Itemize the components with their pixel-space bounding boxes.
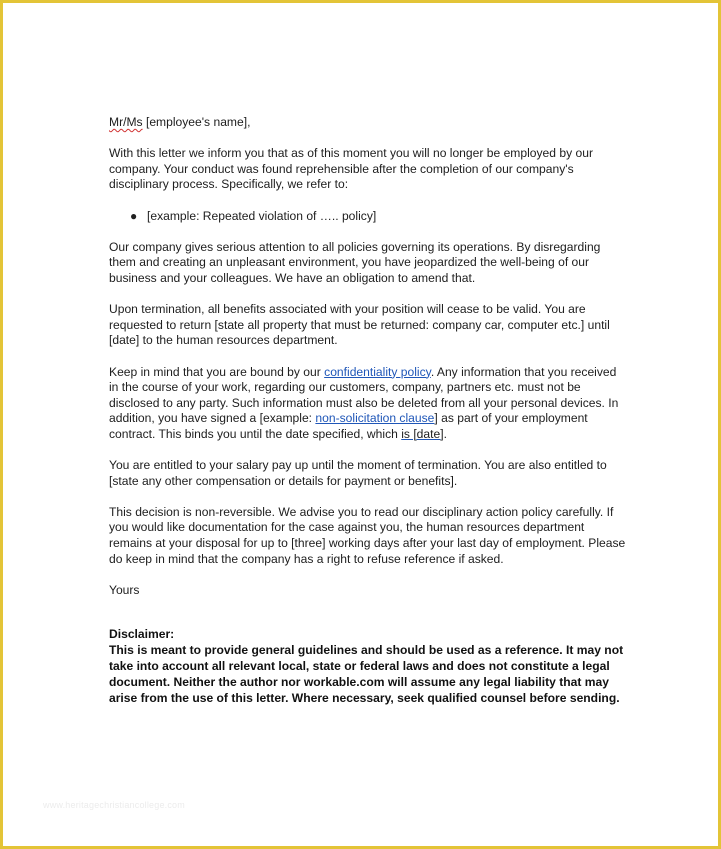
paragraph-intro: With this letter we inform you that as of this moment you will no longer be employed by our company. Your conduct was found reprehensible after the completion of our company's disciplinary process. Specifically, we refer to:	[109, 146, 593, 192]
paragraph-termination: Upon termination, all benefits associated with your position will cease to be valid. You are requested to return [state all property that must be returned: company car, computer etc.] until [date] to the human resources department.	[109, 302, 610, 348]
letter-body	[109, 115, 629, 706]
paragraph-confidentiality	[109, 365, 629, 443]
confidentiality-text-a: Keep in mind that you are bound by our	[109, 364, 325, 379]
salutation	[109, 115, 629, 131]
confidentiality-text-b: . Any information that you received in the course of your work, regarding our customers, company, partners etc. must not be disclosed to any party. Such information must also be deleted from all your personal devices. In addition, you have signed a [example:	[109, 364, 619, 426]
bullet-icon: ●	[130, 208, 138, 223]
disclaimer-heading: Disclaimer:	[109, 627, 175, 642]
paragraph-salary: You are entitled to your salary pay up until the moment of termination. You are also entitled to [state any other compensation or details for payment or benefits].	[109, 458, 607, 488]
disclaimer-block	[109, 627, 629, 706]
list-item-text: [example: Repeated violation of ….. policy]	[147, 208, 377, 223]
confidentiality-text-c: ] as part of your employment contract. This binds you until the date specified, which	[109, 411, 588, 441]
confidentiality-policy-link[interactable]: confidentiality policy	[324, 364, 431, 379]
salutation-name: [employee's name],	[142, 115, 251, 129]
watermark: www.heritagechristiancollege.com	[43, 800, 185, 810]
paragraph-decision: This decision is non-reversible. We advise you to read our disciplinary action policy carefully. If you would like documentation for the case against you, the human resources department remains at your disposal for up to [three] working days after your last day of employment. Please do keep in mind that the company has a right to refuse reference if asked.	[109, 504, 626, 566]
list-item	[109, 209, 629, 225]
closing: Yours	[109, 582, 140, 597]
date-placeholder: is [date]	[401, 426, 444, 441]
salutation-title: Mr/Ms	[109, 115, 143, 129]
disclaimer-body: This is meant to provide general guidelines and should be used as a reference. It may not take into account all relevant local, state or federal laws and does not constitute a legal document. Neither the author nor workable.com will assume any legal liability that may arise from the use of this letter. Where necessary, seek qualified counsel before sending.	[109, 643, 624, 705]
confidentiality-text-d: .	[443, 426, 447, 441]
non-solicitation-clause-link[interactable]: non-solicitation clause	[315, 411, 435, 426]
document-page	[3, 3, 718, 846]
paragraph-policies: Our company gives serious attention to all policies governing its operations. By disregarding them and creating an unpleasant environment, you have jeopardized the well-being of our business and your colleagues. We have an obligation to amend that.	[109, 239, 601, 285]
